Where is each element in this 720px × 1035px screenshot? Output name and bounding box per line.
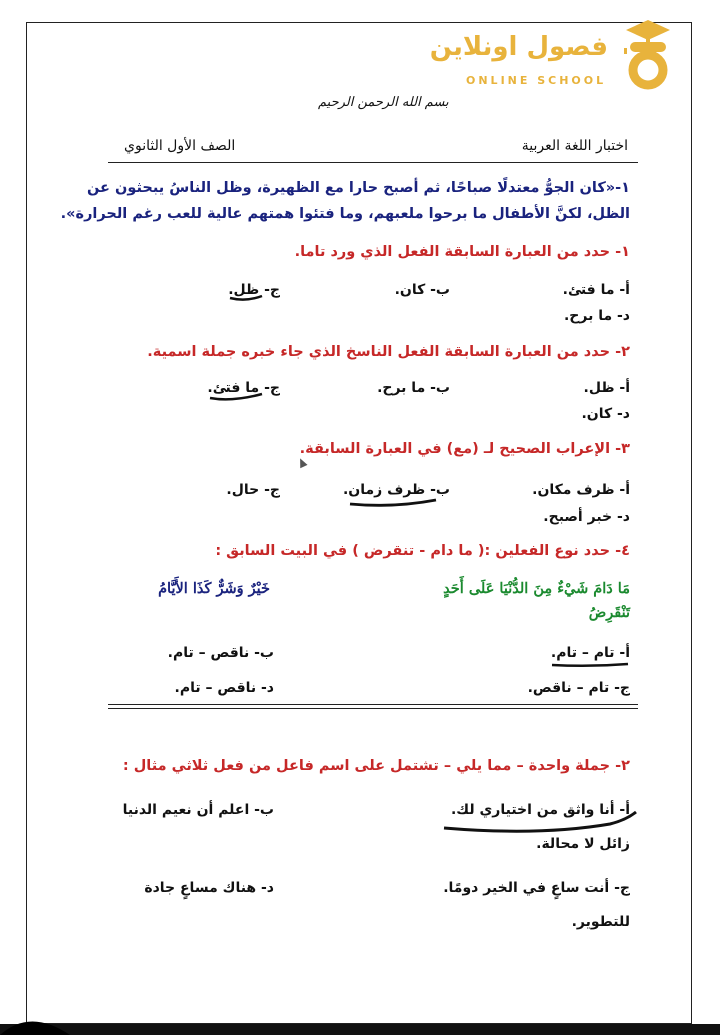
q2-option-c[interactable]: ج- أنت ساعٍ في الخير دومًا. bbox=[443, 880, 630, 896]
question-1-4: ٤- حدد نوع الفعلين :( ما دام - تنقرض ) في البيت السابق : bbox=[215, 543, 630, 559]
section-divider bbox=[108, 704, 638, 705]
q2-option-b-continued: زائل لا محالة. bbox=[536, 836, 630, 852]
q1-4-option-a[interactable]: أ- تام – تام. bbox=[550, 645, 630, 661]
answer-underline-mark bbox=[208, 390, 264, 404]
logo-mark-icon bbox=[616, 18, 676, 94]
verse-end: تَنْقَرِضُ bbox=[588, 604, 630, 621]
q1-1-option-a[interactable]: أ- ما فتئ. bbox=[562, 282, 630, 298]
q1-4-option-c[interactable]: ج- تام – ناقص. bbox=[527, 680, 630, 696]
answer-underline-mark bbox=[440, 806, 640, 836]
answer-underline-mark bbox=[550, 660, 630, 670]
bottom-bar bbox=[0, 1024, 720, 1035]
corner-overlay-icon bbox=[0, 1012, 80, 1035]
q1-1-option-c[interactable]: ج- ظل. bbox=[228, 282, 280, 298]
question-1-3: ٣- الإعراب الصحيح لـ (مع) في العبارة السابقة. bbox=[299, 441, 630, 457]
q1-3-option-d[interactable]: د- خبر أصبح. bbox=[543, 509, 630, 525]
basmala: بسم الله الرحمن الرحيم bbox=[318, 95, 449, 110]
verse-second-half: خَيْرٌ وَشَرٌّ كَذَا الأَيَّامُ bbox=[158, 580, 270, 597]
question-1-1: ١- حدد من العبارة السابقة الفعل الذي ورد تاما. bbox=[294, 244, 630, 260]
question-1-2: ٢- حدد من العبارة السابقة الفعل الناسخ الذي جاء خبره جملة اسمية. bbox=[147, 344, 630, 360]
q1-2-option-b[interactable]: ب- ما برح. bbox=[377, 380, 450, 396]
q1-4-option-d[interactable]: د- ناقص – تام. bbox=[174, 680, 274, 696]
passage-line-2: الظل، لكنَّ الأطفال ما برحوا ملعبهم، وما فتئوا همتهم عالية للعب رغم الحرارة». bbox=[60, 206, 630, 222]
header-divider bbox=[108, 162, 638, 163]
q1-2-option-a[interactable]: أ- ظل. bbox=[583, 380, 630, 396]
q2-option-a[interactable]: أ- أنا واثق من اختياري لك. bbox=[450, 802, 630, 818]
section-divider bbox=[108, 708, 638, 709]
q1-3-option-a[interactable]: أ- ظرف مكان. bbox=[532, 482, 630, 498]
logo-arabic-text: فصول اونلاين bbox=[429, 32, 608, 62]
question-2: ٢- جملة واحدة – مما يلي – تشتمل على اسم فاعل من فعل ثلاثي مثال : bbox=[122, 758, 630, 774]
q1-4-option-b[interactable]: ب- ناقص – تام. bbox=[167, 645, 274, 661]
q1-1-option-b[interactable]: ب- كان. bbox=[394, 282, 450, 298]
answer-underline-mark bbox=[228, 292, 264, 304]
passage-line-1: ١-«كان الجوُّ معتدلًا صباحًا، ثم أصبح حارا مع الظهيرة، وظل الناسُ يبحثون عن bbox=[87, 180, 630, 196]
q1-3-option-b[interactable]: ب- ظرف زمان. bbox=[342, 482, 450, 498]
grade-label: الصف الأول الثانوي bbox=[124, 138, 236, 154]
exam-title: اختبار اللغة العربية bbox=[521, 138, 628, 154]
verse-first-half: مَا دَامَ شَيْءٌ مِنَ الدُّنْيَا عَلَى أَحَدٍ bbox=[443, 580, 630, 597]
q2-option-b[interactable]: ب- اعلم أن نعيم الدنيا bbox=[122, 802, 274, 818]
q1-3-option-c[interactable]: ج- حال. bbox=[226, 482, 280, 498]
logo-english-text: ONLINE SCHOOL bbox=[466, 74, 607, 87]
q1-2-option-d[interactable]: د- كان. bbox=[581, 406, 630, 422]
q1-2-option-c[interactable]: ج- ما فتئ. bbox=[207, 380, 280, 396]
q1-1-option-d[interactable]: د- ما برح. bbox=[563, 308, 630, 324]
q2-option-d[interactable]: د- هناك مساعٍ جادة bbox=[144, 880, 274, 896]
q2-option-d-continued: للتطوير. bbox=[571, 914, 630, 930]
answer-underline-mark bbox=[348, 496, 438, 510]
logo bbox=[429, 18, 680, 98]
